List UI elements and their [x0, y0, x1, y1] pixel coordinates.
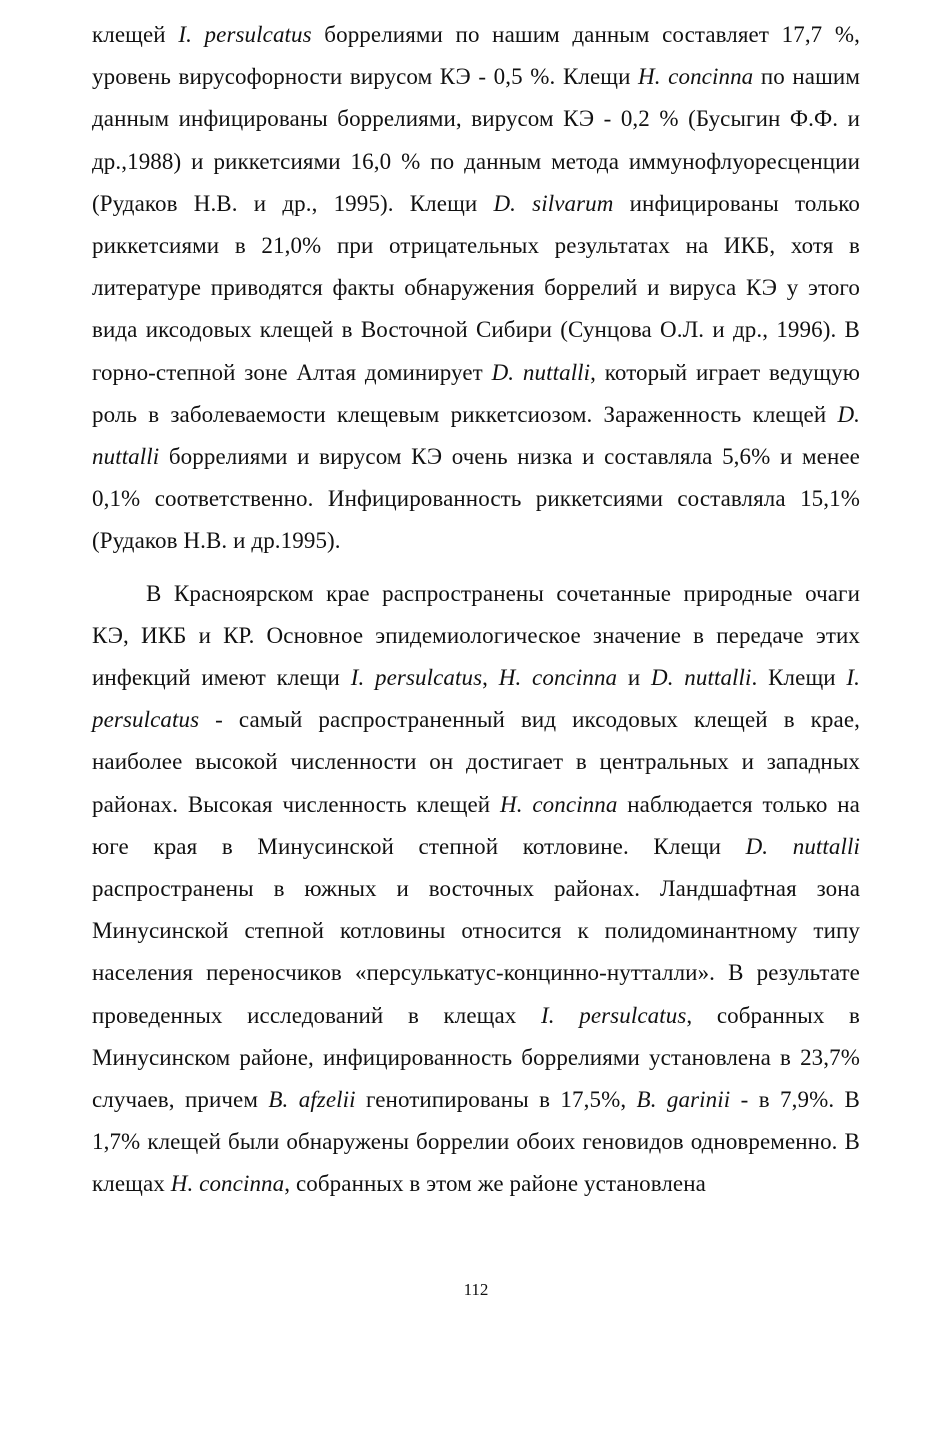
species-name: B. afzelii: [268, 1087, 356, 1113]
species-name: H. concinna: [498, 665, 618, 691]
species-name: D. nuttalli: [92, 401, 860, 470]
text-run: распространены в южных и восточных районах. Ландшафтная зона Минусинской степной котловины относится к полидоминантному типу населения переносчиков «персулькатус-концинно-нутталли». В результате проведенных исследований в клещах: [92, 876, 860, 1028]
species-name: I. persulcatus: [178, 22, 312, 47]
text-run: , собранных в Минусинском районе, инфицированность боррелиями установлена в 23,7% случаев, причем: [92, 1002, 860, 1113]
text-run: инфицированы только риккетсиями в 21,0% при отрицательных результатах на ИКБ, хотя в литературе приводятся факты обнаружения боррелий и вируса КЭ у этого вида иксодовых клещей в Восточной Сибири (Сунцова О.Л. и др., 1996). В горно-степной зоне Алтая доминирует: [92, 190, 860, 385]
text-run: генотипированы в 17,5%,: [355, 1087, 637, 1113]
paragraph: [92, 14, 860, 563]
text-run: клещей: [92, 22, 179, 47]
text-run: - самый распространенный вид иксодовых клещей в крае, наиболее высокой численности он достигает в центральных и западных районах. Высокая численность клещей: [92, 707, 860, 817]
species-name: B. garinii: [636, 1087, 731, 1113]
species-name: I. persulcatus: [541, 1002, 687, 1028]
text-run: по нашим данным инфицированы боррелиями, вирусом КЭ - 0,2 % (Бусыгин Ф.Ф. и др.,1988) и риккетсиями 16,0 % по данным метода иммунофлуоресценции (Рудаков Н.В. и др., 1995). Клещи: [92, 64, 860, 216]
body-text: [92, 14, 860, 1206]
species-name: H. concinna: [170, 1171, 285, 1197]
paragraph: [92, 573, 860, 1206]
text-run: ,: [482, 665, 499, 691]
species-name: D. nuttalli: [651, 665, 752, 691]
text-run: - в 7,9%. В 1,7% клещей были обнаружены боррелии обоих геновидов одновременно. В клещах: [92, 1087, 860, 1197]
species-name: D. nuttalli: [491, 359, 591, 385]
text-run: , собранных в этом же районе установлена: [284, 1171, 706, 1197]
page-number: 112: [463, 1280, 489, 1299]
text-run: наблюдается только на юге края в Минусинской степной котловине. Клещи: [92, 791, 860, 859]
text-run: . Клещи: [751, 665, 847, 691]
species-name: I. persulcatus: [350, 665, 483, 691]
species-name: I. persulcatus: [92, 665, 860, 733]
species-name: H. concinna: [500, 791, 618, 817]
text-run: и: [617, 665, 651, 691]
species-name: D. nuttalli: [745, 833, 860, 859]
text-run: , который играет ведущую роль в заболеваемости клещевым риккетсиозом. Зараженность клещей: [92, 359, 860, 427]
text-run: В Красноярском крае распространены сочетанные природные очаги КЭ, ИКБ и КР. Основное эпидемиологическое значение в передаче этих инфекций имеют клещи: [92, 580, 860, 691]
text-run: боррелиями по нашим данным составляет 17,7 %, уровень вирусофорности вирусом КЭ - 0,5 %. Клещи: [92, 22, 860, 90]
species-name: H. concinna: [638, 64, 754, 90]
text-run: боррелиями и вирусом КЭ очень низка и составляла 5,6% и менее 0,1% соответственно. Инфицированность риккетсиями составляла 15,1% (Рудаков Н.В. и др.1995).: [92, 444, 860, 554]
species-name: D. silvarum: [493, 190, 614, 216]
